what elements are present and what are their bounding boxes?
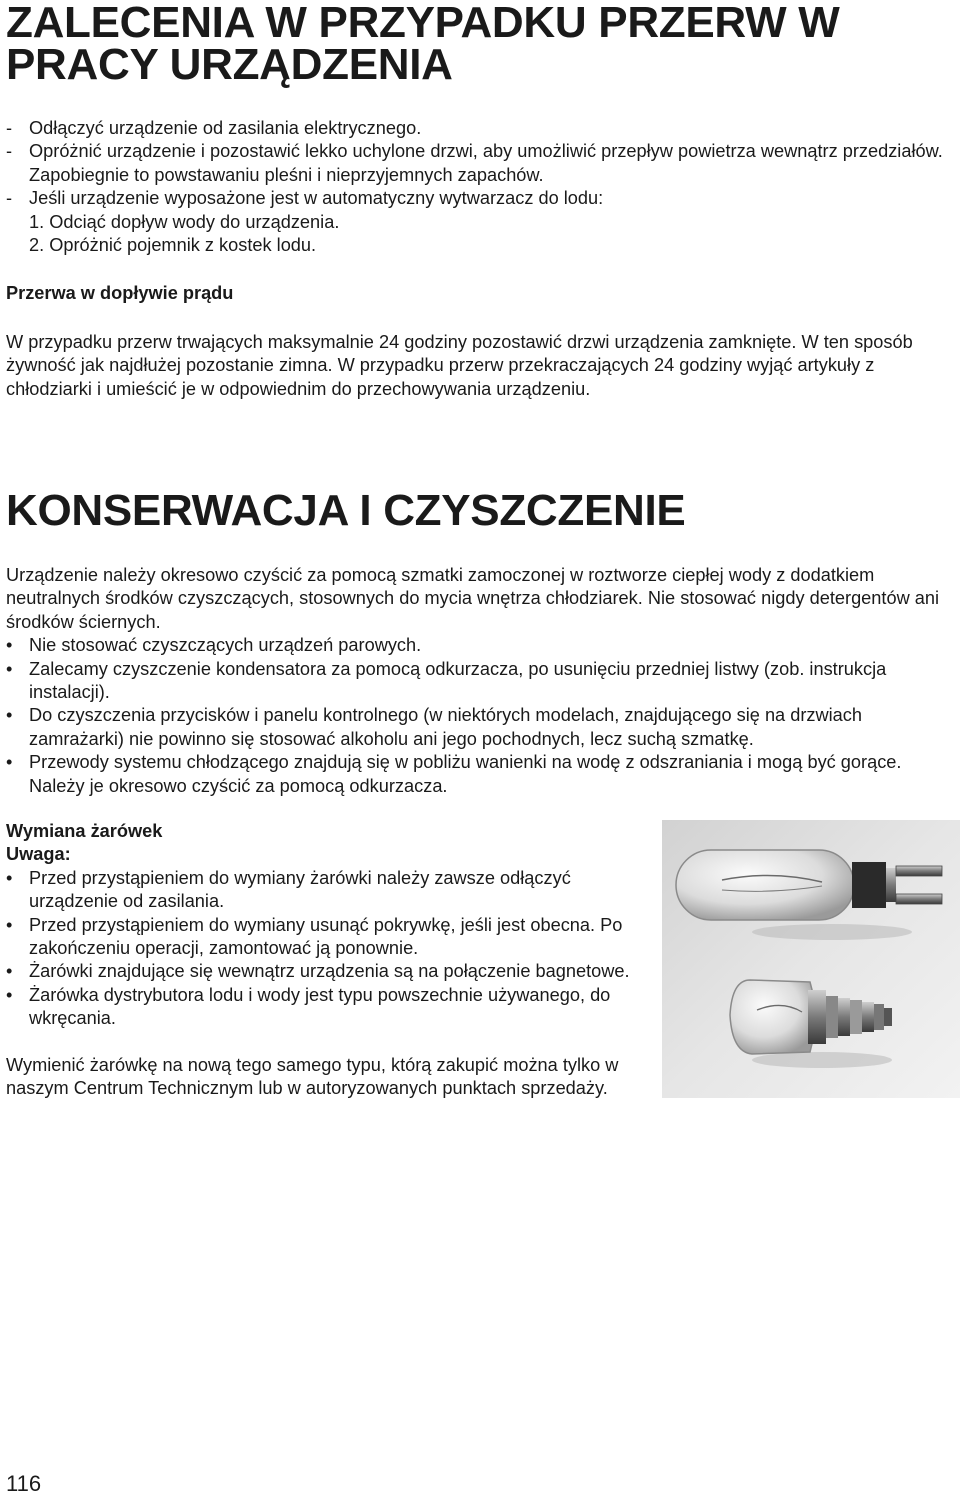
section-title-line-2: PRACY URZĄDZENIA <box>6 40 453 89</box>
bulb-bullets <box>6 867 651 1031</box>
list-item-text: Żarówka dystrybutora lodu i wody jest typu powszechnie używanego, do wkręcania. <box>29 984 611 1029</box>
power-outage-heading: Przerwa w dopływie prądu <box>6 283 234 303</box>
maintenance-block <box>6 564 950 798</box>
bulb-replacement-block <box>6 820 651 1100</box>
power-outage-paragraph: W przypadku przerw trwających maksymalnie 24 godziny pozostawić drzwi urządzenia zamknięte. W ten sposób żywność jak najdłużej pozostanie zimna. W przypadku przerw przekraczających 24 godziny wyjąć artykuły z chłodziarki i umieścić je w odpowiednim do przechowywania urządzeniu. <box>6 332 913 399</box>
sub-list-item-text: 2. Opróżnić pojemnik z kostek lodu. <box>29 235 317 256</box>
list-item-text: Przed przystąpieniem do wymiany usunąć pokrywkę, jeśli jest obecna. Po zakończeniu operacji, zamontować ją ponownie. <box>29 914 623 959</box>
section-title-interruptions <box>6 0 946 89</box>
list-item: - Opróżnić urządzenie i pozostawić lekko uchylone drzwi, aby umożliwić przepływ powietrza wewnątrz przedziałów. Zapobiegnie to powstawaniu pleśni i nieprzyjemnych zapachów. <box>6 140 946 187</box>
sub-list-item <box>6 211 946 234</box>
section-title-line-1: ZALECENIA W PRZYPADKU PRZERW W <box>6 0 840 47</box>
bulb-closing-paragraph: Wymienić żarówkę na nową tego samego typu, którą zakupić można tylko w naszym Centrum Technicznym lub w autoryzowanych punktach sprzedaży. <box>6 1054 619 1099</box>
list-item-text: Zalecamy czyszczenie kondensatora za pomocą odkurzacza, po usunięciu przedniej listwy (zob. instrukcja instalacji). <box>29 658 887 703</box>
maintenance-intro: Urządzenie należy okresowo czyścić za pomocą szmatki zamoczonej w roztworze ciepłej wody z dodatkiem neutralnych środków czyszczących, stosownych do mycia wnętrza chłodziarek. Nie stosować nigdy detergentów ani środków ściernych. <box>6 565 940 632</box>
list-item-text: Jeśli urządzenie wyposażone jest w automatyczny wytwarzacz do lodu: <box>29 188 604 209</box>
bulb-replacement-heading: Wymiana żarówek <box>6 821 163 841</box>
list-item: • Przed przystąpieniem do wymiany usunąć pokrywkę, jeśli jest obecna. Po zakończeniu operacji, zamontować ją ponownie. <box>6 914 651 961</box>
list-item: • Przewody systemu chłodzącego znajdują się w pobliżu wanienki na wodę z odszraniania i mogą być gorące. Należy je okresowo czyścić za pomocą odkurzacza. <box>6 751 950 798</box>
list-item: • Zalecamy czyszczenie kondensatora za pomocą odkurzacza, po usunięciu przedniej listwy (zob. instrukcja instalacji). <box>6 658 950 705</box>
list-item-text: Do czyszczenia przycisków i panelu kontrolnego (w niektórych modelach, znajdującego się na drzwiach zamrażarki) nie powinno się stosować alkoholu ani jego pochodnych, lecz suchą szmatkę. <box>29 705 862 749</box>
list-item-text: Przewody systemu chłodzącego znajdują się w pobliżu wanienki na wodę z odszraniania i mogą być gorące. Należy je okresowo czyścić za pomocą odkurzacza. <box>29 752 902 796</box>
list-item: • Nie stosować czyszczących urządzeń parowych. <box>6 634 950 657</box>
page-number: 116 <box>6 1471 42 1496</box>
light-bulbs-photo <box>662 820 960 1098</box>
interruption-steps-list <box>6 117 946 257</box>
list-item-text: Nie stosować czyszczących urządzeń parowych. <box>29 635 422 656</box>
list-item-text: Opróżnić urządzenie i pozostawić lekko uchylone drzwi, aby umożliwić przepływ powietrza wewnątrz przedziałów. Zapobiegnie to powstawaniu pleśni i nieprzyjemnych zapachów. <box>29 141 943 185</box>
list-item: - Odłączyć urządzenie od zasilania elektrycznego. <box>6 117 946 140</box>
list-item-text: Przed przystąpieniem do wymiany żarówki należy zawsze odłączyć urządzenie od zasilania. <box>29 867 571 912</box>
list-item-text: Odłączyć urządzenie od zasilania elektrycznego. <box>29 118 422 138</box>
section-title-maintenance: KONSERWACJA I CZYSZCZENIE <box>6 486 686 535</box>
sub-list-item <box>6 234 946 257</box>
maintenance-bullets <box>6 634 950 798</box>
sub-list-item-text: 1. Odciąć dopływ wody do urządzenia. <box>29 211 340 232</box>
list-item: • Żarówka dystrybutora lodu i wody jest typu powszechnie używanego, do wkręcania. <box>6 984 651 1031</box>
list-item: • Do czyszczenia przycisków i panelu kontrolnego (w niektórych modelach, znajdującego się na drzwiach zamrażarki) nie powinno się stosować alkoholu ani jego pochodnych, lecz suchą szmatkę. <box>6 704 950 751</box>
list-item: • Żarówki znajdujące się wewnątrz urządzenia są na połączenie bagnetowe. <box>6 960 651 983</box>
list-item-text: Żarówki znajdujące się wewnątrz urządzenia są na połączenie bagnetowe. <box>29 961 630 982</box>
list-item: • Przed przystąpieniem do wymiany żarówki należy zawsze odłączyć urządzenie od zasilania. <box>6 867 651 914</box>
list-item: - Jeśli urządzenie wyposażone jest w automatyczny wytwarzacz do lodu: <box>6 187 946 210</box>
note-label: Uwaga: <box>6 844 71 865</box>
